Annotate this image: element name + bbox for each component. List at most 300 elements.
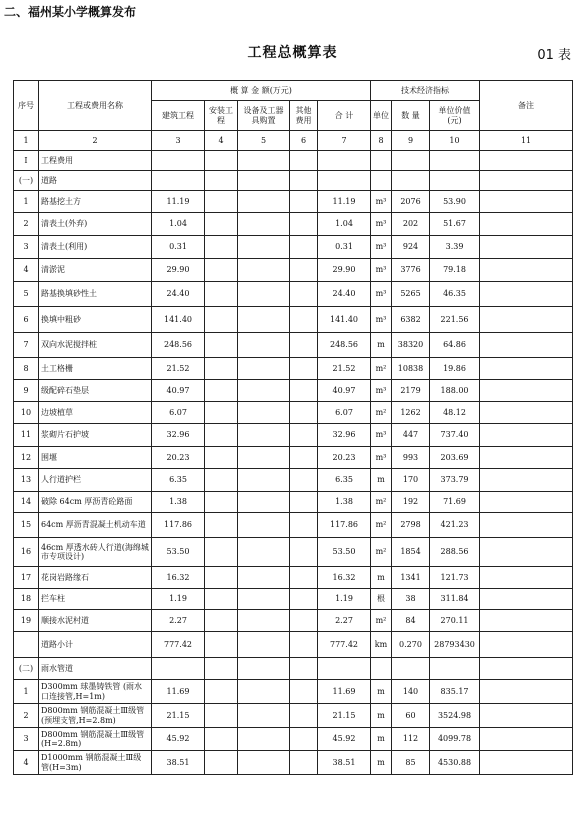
row-price: 79.18 bbox=[430, 259, 480, 282]
row-other bbox=[290, 704, 318, 728]
row-qty bbox=[392, 171, 430, 191]
row-seq: 18 bbox=[14, 589, 39, 610]
row-equip bbox=[238, 358, 290, 380]
row-qty: 38320 bbox=[392, 333, 430, 358]
row-qty: 112 bbox=[392, 728, 430, 751]
row-unit: m³ bbox=[371, 191, 392, 213]
row-other bbox=[290, 358, 318, 380]
row-build: 11.69 bbox=[152, 680, 205, 704]
row-equip bbox=[238, 513, 290, 538]
table-row bbox=[14, 513, 573, 538]
row-total: 6.07 bbox=[318, 402, 371, 424]
col-number: 6 bbox=[290, 131, 318, 151]
row-build bbox=[152, 658, 205, 680]
row-remark bbox=[480, 610, 573, 632]
row-other bbox=[290, 492, 318, 513]
row-seq: 1 bbox=[14, 680, 39, 704]
budget-table bbox=[13, 80, 573, 775]
header-total: 合 计 bbox=[318, 101, 371, 131]
row-build: 38.51 bbox=[152, 751, 205, 775]
row-install bbox=[205, 358, 238, 380]
header-build: 建筑工程 bbox=[152, 101, 205, 131]
row-qty: 140 bbox=[392, 680, 430, 704]
row-name: D300mm 球墨铸铁管 (雨水口连接管,H=1m) bbox=[39, 680, 152, 704]
row-remark bbox=[480, 632, 573, 658]
header-remark: 备注 bbox=[480, 81, 573, 131]
row-install bbox=[205, 492, 238, 513]
row-seq: (二) bbox=[14, 658, 39, 680]
row-equip bbox=[238, 236, 290, 259]
row-name: 破除 64cm 厚沥青砼路面 bbox=[39, 492, 152, 513]
table-row bbox=[14, 680, 573, 704]
row-total: 117.86 bbox=[318, 513, 371, 538]
row-unit: m bbox=[371, 680, 392, 704]
row-unit: m² bbox=[371, 513, 392, 538]
row-unit: m bbox=[371, 704, 392, 728]
row-remark bbox=[480, 151, 573, 171]
row-equip bbox=[238, 728, 290, 751]
row-equip bbox=[238, 658, 290, 680]
row-total: 6.35 bbox=[318, 469, 371, 492]
row-qty: 0.270 bbox=[392, 632, 430, 658]
row-name: 雨水管道 bbox=[39, 658, 152, 680]
row-name: D1000mm 钢筋混凝土Ⅲ级管(H=3m) bbox=[39, 751, 152, 775]
row-qty bbox=[392, 151, 430, 171]
row-other bbox=[290, 538, 318, 567]
row-total: 45.92 bbox=[318, 728, 371, 751]
row-install bbox=[205, 171, 238, 191]
row-unit: m² bbox=[371, 610, 392, 632]
row-total: 24.40 bbox=[318, 282, 371, 307]
row-price: 51.67 bbox=[430, 213, 480, 236]
row-build: 29.90 bbox=[152, 259, 205, 282]
table-row bbox=[14, 658, 573, 680]
row-install bbox=[205, 658, 238, 680]
row-unit bbox=[371, 171, 392, 191]
row-name: 花岗岩路缘石 bbox=[39, 567, 152, 589]
row-price: 421.23 bbox=[430, 513, 480, 538]
row-install bbox=[205, 632, 238, 658]
row-other bbox=[290, 513, 318, 538]
row-qty: 447 bbox=[392, 424, 430, 447]
row-unit bbox=[371, 151, 392, 171]
table-row bbox=[14, 333, 573, 358]
row-name: 级配碎石垫层 bbox=[39, 380, 152, 402]
table-row bbox=[14, 447, 573, 469]
row-install bbox=[205, 538, 238, 567]
row-equip bbox=[238, 424, 290, 447]
row-qty: 1262 bbox=[392, 402, 430, 424]
row-build: 248.56 bbox=[152, 333, 205, 358]
row-total bbox=[318, 658, 371, 680]
table-row bbox=[14, 469, 573, 492]
row-remark bbox=[480, 589, 573, 610]
row-equip bbox=[238, 307, 290, 333]
row-install bbox=[205, 307, 238, 333]
row-unit: m bbox=[371, 728, 392, 751]
row-equip bbox=[238, 282, 290, 307]
header-qty: 数 量 bbox=[392, 101, 430, 131]
row-seq: 3 bbox=[14, 728, 39, 751]
row-price: 835.17 bbox=[430, 680, 480, 704]
row-other bbox=[290, 728, 318, 751]
row-price: 121.73 bbox=[430, 567, 480, 589]
row-install bbox=[205, 728, 238, 751]
row-total: 40.97 bbox=[318, 380, 371, 402]
row-equip bbox=[238, 538, 290, 567]
row-build: 40.97 bbox=[152, 380, 205, 402]
row-remark bbox=[480, 402, 573, 424]
row-unit bbox=[371, 658, 392, 680]
row-price: 4099.78 bbox=[430, 728, 480, 751]
row-total: 1.38 bbox=[318, 492, 371, 513]
row-seq: 4 bbox=[14, 751, 39, 775]
row-build bbox=[152, 171, 205, 191]
table-row bbox=[14, 358, 573, 380]
header-unit: 单位 bbox=[371, 101, 392, 131]
row-remark bbox=[480, 513, 573, 538]
row-seq: 14 bbox=[14, 492, 39, 513]
row-seq: 1 bbox=[14, 191, 39, 213]
row-other bbox=[290, 589, 318, 610]
col-number: 8 bbox=[371, 131, 392, 151]
row-total: 141.40 bbox=[318, 307, 371, 333]
row-remark bbox=[480, 469, 573, 492]
table-row bbox=[14, 589, 573, 610]
row-name: 清淤泥 bbox=[39, 259, 152, 282]
row-remark bbox=[480, 728, 573, 751]
row-equip bbox=[238, 469, 290, 492]
row-seq: 2 bbox=[14, 213, 39, 236]
row-price: 19.86 bbox=[430, 358, 480, 380]
row-total: 248.56 bbox=[318, 333, 371, 358]
row-qty bbox=[392, 658, 430, 680]
row-total: 53.50 bbox=[318, 538, 371, 567]
row-install bbox=[205, 680, 238, 704]
row-equip bbox=[238, 402, 290, 424]
row-remark bbox=[480, 307, 573, 333]
table-row bbox=[14, 610, 573, 632]
row-seq: 5 bbox=[14, 282, 39, 307]
row-unit: m³ bbox=[371, 380, 392, 402]
row-qty: 1341 bbox=[392, 567, 430, 589]
row-price: 53.90 bbox=[430, 191, 480, 213]
row-install bbox=[205, 213, 238, 236]
row-install bbox=[205, 751, 238, 775]
row-remark bbox=[480, 424, 573, 447]
row-remark bbox=[480, 680, 573, 704]
col-number: 11 bbox=[480, 131, 573, 151]
row-equip bbox=[238, 704, 290, 728]
row-total: 11.69 bbox=[318, 680, 371, 704]
row-equip bbox=[238, 333, 290, 358]
row-other bbox=[290, 213, 318, 236]
row-qty: 38 bbox=[392, 589, 430, 610]
row-unit: m² bbox=[371, 358, 392, 380]
row-seq bbox=[14, 632, 39, 658]
col-number: 1 bbox=[14, 131, 39, 151]
row-build: 21.15 bbox=[152, 704, 205, 728]
table-row bbox=[14, 567, 573, 589]
row-unit: km bbox=[371, 632, 392, 658]
header-equip: 设备及工器具购置 bbox=[238, 101, 290, 131]
row-remark bbox=[480, 380, 573, 402]
row-install bbox=[205, 151, 238, 171]
col-number: 10 bbox=[430, 131, 480, 151]
row-total: 1.19 bbox=[318, 589, 371, 610]
row-install bbox=[205, 259, 238, 282]
table-row bbox=[14, 538, 573, 567]
row-equip bbox=[238, 191, 290, 213]
row-equip bbox=[238, 632, 290, 658]
row-seq: (一) bbox=[14, 171, 39, 191]
row-remark bbox=[480, 213, 573, 236]
table-row bbox=[14, 151, 573, 171]
row-name: 土工格栅 bbox=[39, 358, 152, 380]
row-total: 1.04 bbox=[318, 213, 371, 236]
row-qty: 924 bbox=[392, 236, 430, 259]
row-other bbox=[290, 259, 318, 282]
row-total: 0.31 bbox=[318, 236, 371, 259]
col-number: 2 bbox=[39, 131, 152, 151]
row-install bbox=[205, 513, 238, 538]
row-total: 38.51 bbox=[318, 751, 371, 775]
row-name: 46cm 厚透水砖人行道(海绵城市专项设计) bbox=[39, 538, 152, 567]
row-other bbox=[290, 151, 318, 171]
row-price: 311.84 bbox=[430, 589, 480, 610]
row-build: 777.42 bbox=[152, 632, 205, 658]
row-equip bbox=[238, 680, 290, 704]
row-remark bbox=[480, 171, 573, 191]
row-equip bbox=[238, 567, 290, 589]
row-total: 16.32 bbox=[318, 567, 371, 589]
page-heading: 二、福州某小学概算发布 bbox=[4, 5, 137, 19]
row-other bbox=[290, 402, 318, 424]
row-unit: m³ bbox=[371, 282, 392, 307]
row-unit: m bbox=[371, 751, 392, 775]
row-remark bbox=[480, 282, 573, 307]
row-unit: m³ bbox=[371, 236, 392, 259]
row-build: 32.96 bbox=[152, 424, 205, 447]
row-equip bbox=[238, 151, 290, 171]
row-name: 双向水泥搅拌桩 bbox=[39, 333, 152, 358]
row-qty: 2179 bbox=[392, 380, 430, 402]
row-unit: m bbox=[371, 469, 392, 492]
header-name: 工程或费用名称 bbox=[39, 81, 152, 131]
row-qty: 202 bbox=[392, 213, 430, 236]
row-seq: 2 bbox=[14, 704, 39, 728]
row-qty: 5265 bbox=[392, 282, 430, 307]
row-name: 路基挖土方 bbox=[39, 191, 152, 213]
row-build bbox=[152, 151, 205, 171]
row-name: 路基换填砂性土 bbox=[39, 282, 152, 307]
row-build: 1.04 bbox=[152, 213, 205, 236]
row-price: 64.86 bbox=[430, 333, 480, 358]
row-seq: 16 bbox=[14, 538, 39, 567]
row-other bbox=[290, 751, 318, 775]
table-row bbox=[14, 213, 573, 236]
row-remark bbox=[480, 567, 573, 589]
row-name: 人行道护栏 bbox=[39, 469, 152, 492]
row-name: 工程费用 bbox=[39, 151, 152, 171]
row-build: 141.40 bbox=[152, 307, 205, 333]
table-row bbox=[14, 728, 573, 751]
row-unit: 根 bbox=[371, 589, 392, 610]
table-title: 工程总概算表 bbox=[247, 45, 338, 61]
row-equip bbox=[238, 610, 290, 632]
row-build: 2.27 bbox=[152, 610, 205, 632]
row-seq: 15 bbox=[14, 513, 39, 538]
row-qty: 84 bbox=[392, 610, 430, 632]
table-row bbox=[14, 632, 573, 658]
table-row bbox=[14, 424, 573, 447]
row-other bbox=[290, 632, 318, 658]
table-row bbox=[14, 191, 573, 213]
row-price: 3524.98 bbox=[430, 704, 480, 728]
row-install bbox=[205, 282, 238, 307]
row-other bbox=[290, 380, 318, 402]
table-row bbox=[14, 171, 573, 191]
table-row bbox=[14, 704, 573, 728]
row-qty: 993 bbox=[392, 447, 430, 469]
row-total bbox=[318, 171, 371, 191]
row-other bbox=[290, 282, 318, 307]
row-unit: m² bbox=[371, 402, 392, 424]
row-build: 0.31 bbox=[152, 236, 205, 259]
row-total bbox=[318, 151, 371, 171]
row-price: 4530.88 bbox=[430, 751, 480, 775]
row-build: 6.07 bbox=[152, 402, 205, 424]
row-remark bbox=[480, 236, 573, 259]
row-name: 围堰 bbox=[39, 447, 152, 469]
row-other bbox=[290, 171, 318, 191]
row-seq: 4 bbox=[14, 259, 39, 282]
row-name: 顺接水泥村道 bbox=[39, 610, 152, 632]
row-price: 48.12 bbox=[430, 402, 480, 424]
row-qty: 3776 bbox=[392, 259, 430, 282]
row-equip bbox=[238, 380, 290, 402]
row-remark bbox=[480, 538, 573, 567]
row-install bbox=[205, 191, 238, 213]
row-build: 6.35 bbox=[152, 469, 205, 492]
row-other bbox=[290, 424, 318, 447]
row-other bbox=[290, 447, 318, 469]
row-equip bbox=[238, 751, 290, 775]
row-price: 221.56 bbox=[430, 307, 480, 333]
row-install bbox=[205, 236, 238, 259]
row-qty: 60 bbox=[392, 704, 430, 728]
table-row bbox=[14, 282, 573, 307]
column-number-row bbox=[14, 131, 573, 151]
row-unit: m bbox=[371, 567, 392, 589]
row-other bbox=[290, 469, 318, 492]
row-install bbox=[205, 333, 238, 358]
row-remark bbox=[480, 447, 573, 469]
row-other bbox=[290, 680, 318, 704]
row-unit: m³ bbox=[371, 424, 392, 447]
table-row bbox=[14, 307, 573, 333]
row-install bbox=[205, 380, 238, 402]
row-price bbox=[430, 171, 480, 191]
row-install bbox=[205, 402, 238, 424]
row-other bbox=[290, 567, 318, 589]
row-total: 2.27 bbox=[318, 610, 371, 632]
table-row bbox=[14, 751, 573, 775]
row-seq: 6 bbox=[14, 307, 39, 333]
row-install bbox=[205, 567, 238, 589]
row-other bbox=[290, 333, 318, 358]
row-name: 浆砌片石护坡 bbox=[39, 424, 152, 447]
row-unit: m³ bbox=[371, 307, 392, 333]
row-price: 28793430 bbox=[430, 632, 480, 658]
row-name: 换填中粗砂 bbox=[39, 307, 152, 333]
col-number: 9 bbox=[392, 131, 430, 151]
col-number: 4 bbox=[205, 131, 238, 151]
row-install bbox=[205, 589, 238, 610]
row-unit: m² bbox=[371, 538, 392, 567]
row-price: 288.56 bbox=[430, 538, 480, 567]
row-seq: 3 bbox=[14, 236, 39, 259]
row-seq: 11 bbox=[14, 424, 39, 447]
row-equip bbox=[238, 492, 290, 513]
col-number: 3 bbox=[152, 131, 205, 151]
row-build: 24.40 bbox=[152, 282, 205, 307]
row-price: 71.69 bbox=[430, 492, 480, 513]
row-qty: 2798 bbox=[392, 513, 430, 538]
table-row bbox=[14, 259, 573, 282]
row-seq: 13 bbox=[14, 469, 39, 492]
row-total: 11.19 bbox=[318, 191, 371, 213]
row-name: D800mm 钢筋混凝土Ⅲ级管(预埋支管,H=2.8m) bbox=[39, 704, 152, 728]
row-install bbox=[205, 447, 238, 469]
header-install: 安装工程 bbox=[205, 101, 238, 131]
row-name: D800mm 钢筋混凝土Ⅲ级管(H=2.8m) bbox=[39, 728, 152, 751]
row-other bbox=[290, 658, 318, 680]
header-tech-group: 技术经济指标 bbox=[371, 81, 480, 101]
row-name: 边坡植草 bbox=[39, 402, 152, 424]
row-unit: m³ bbox=[371, 447, 392, 469]
header-seq: 序号 bbox=[14, 81, 39, 131]
col-number: 7 bbox=[318, 131, 371, 151]
row-qty: 10838 bbox=[392, 358, 430, 380]
row-name: 拦车柱 bbox=[39, 589, 152, 610]
row-remark bbox=[480, 259, 573, 282]
col-number: 5 bbox=[238, 131, 290, 151]
table-row bbox=[14, 380, 573, 402]
row-build: 20.23 bbox=[152, 447, 205, 469]
row-qty: 170 bbox=[392, 469, 430, 492]
row-price: 373.79 bbox=[430, 469, 480, 492]
row-qty: 85 bbox=[392, 751, 430, 775]
row-remark bbox=[480, 333, 573, 358]
row-other bbox=[290, 191, 318, 213]
row-build: 45.92 bbox=[152, 728, 205, 751]
row-other bbox=[290, 307, 318, 333]
row-price: 203.69 bbox=[430, 447, 480, 469]
row-total: 20.23 bbox=[318, 447, 371, 469]
row-price: 188.00 bbox=[430, 380, 480, 402]
row-seq: Ⅰ bbox=[14, 151, 39, 171]
row-qty: 1854 bbox=[392, 538, 430, 567]
row-seq: 17 bbox=[14, 567, 39, 589]
row-price bbox=[430, 151, 480, 171]
row-unit: m³ bbox=[371, 213, 392, 236]
header-price: 单位价值(元) bbox=[430, 101, 480, 131]
row-install bbox=[205, 424, 238, 447]
row-qty: 6382 bbox=[392, 307, 430, 333]
row-build: 1.38 bbox=[152, 492, 205, 513]
row-unit: m bbox=[371, 333, 392, 358]
